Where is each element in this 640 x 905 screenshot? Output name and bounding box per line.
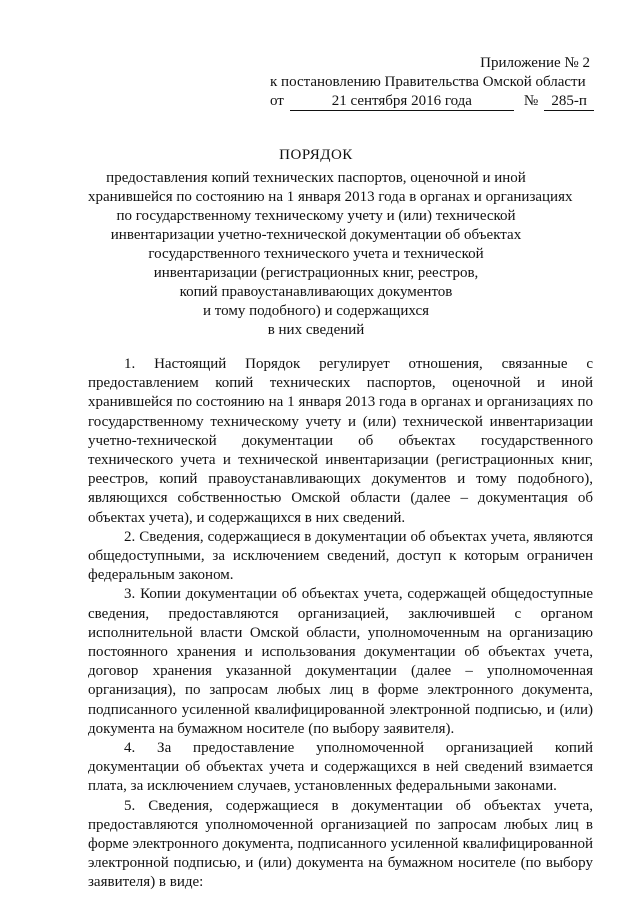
title-line: по государственному техническому учету и (или) технической <box>116 208 516 224</box>
title-line: хранившейся по состоянию на 1 января 2013 года в органах и организациях <box>88 189 573 205</box>
document-title <box>88 146 573 340</box>
resolution-date-line <box>258 92 598 111</box>
number-sign: № <box>523 93 539 109</box>
title-line: предоставления копий технических паспортов, оценочной и иной <box>106 170 526 186</box>
document-header <box>258 54 598 111</box>
title-heading: ПОРЯДОК <box>279 147 353 163</box>
title-line: копий правоустанавливающих документов <box>179 284 453 300</box>
paragraph-4: 4. За предоставление уполномоченной организацией копий документации об объектах учета и содержащихся в ней сведений взимается плата, за исключением случаев, установленных федеральными законами. <box>88 740 593 795</box>
paragraph-1: 1. Настоящий Порядок регулирует отношения, связанные с предоставлением копий технических паспортов, оценочной и иной хранившейся по состоянию на 1 января 2013 года в органах и организациях по государственному техническому учету и (или) технической инвентаризации учетно-технической документации об объектах государственного технического учета и технической инвентаризации (регистрационных книг, реестров, копий правоустанавливающих документов и тому подобного), являющихся собственностью Омской области (далее – документация об объектах учета), и содержащихся в них сведений. <box>88 356 593 526</box>
title-line: инвентаризации учетно-технической документации об объектах <box>110 227 522 243</box>
paragraph-3: 3. Копии документации об объектах учета, содержащей общедоступные сведения, предоставляются организацией, заключившей с органом исполнительной власти Омской области, уполномоченным на организацию постоянного хранения и использования документации об объектах учета, договор хранения указанной документации (далее – уполномоченная организация), по запросам любых лиц в форме электронного документа, подписанного усиленной квалифицированной электронной подписью, и (или) документа на бумажном носителе (по выбору заявителя). <box>88 586 593 737</box>
resolution-number: 285-п <box>544 93 594 111</box>
resolution-date: 21 сентября 2016 года <box>290 93 514 111</box>
title-line: государственного технического учета и технической <box>148 246 484 262</box>
appendix-label: Приложение № 2 <box>480 55 590 71</box>
resolution-reference: к постановлению Правительства Омской области <box>270 74 586 90</box>
paragraph-5: 5. Сведения, содержащиеся в документации об объектах учета, предоставляются уполномоченной организацией по запросам любых лиц в форме электронного документа, подписанного усиленной квалифицированной электронной подписью, и (или) документа на бумажном носителе (по выбору заявителя) в виде: <box>88 797 593 891</box>
date-prefix: от <box>270 93 284 109</box>
title-line: и тому подобного) и содержащихся <box>202 303 430 319</box>
document-body <box>88 355 593 893</box>
paragraph-2: 2. Сведения, содержащиеся в документации об объектах учета, являются общедоступными, за исключением сведений, доступ к которым ограничен федеральным законом. <box>88 528 593 584</box>
title-line: инвентаризации (регистрационных книг, реестров, <box>153 265 479 281</box>
title-line: в них сведений <box>267 322 365 338</box>
